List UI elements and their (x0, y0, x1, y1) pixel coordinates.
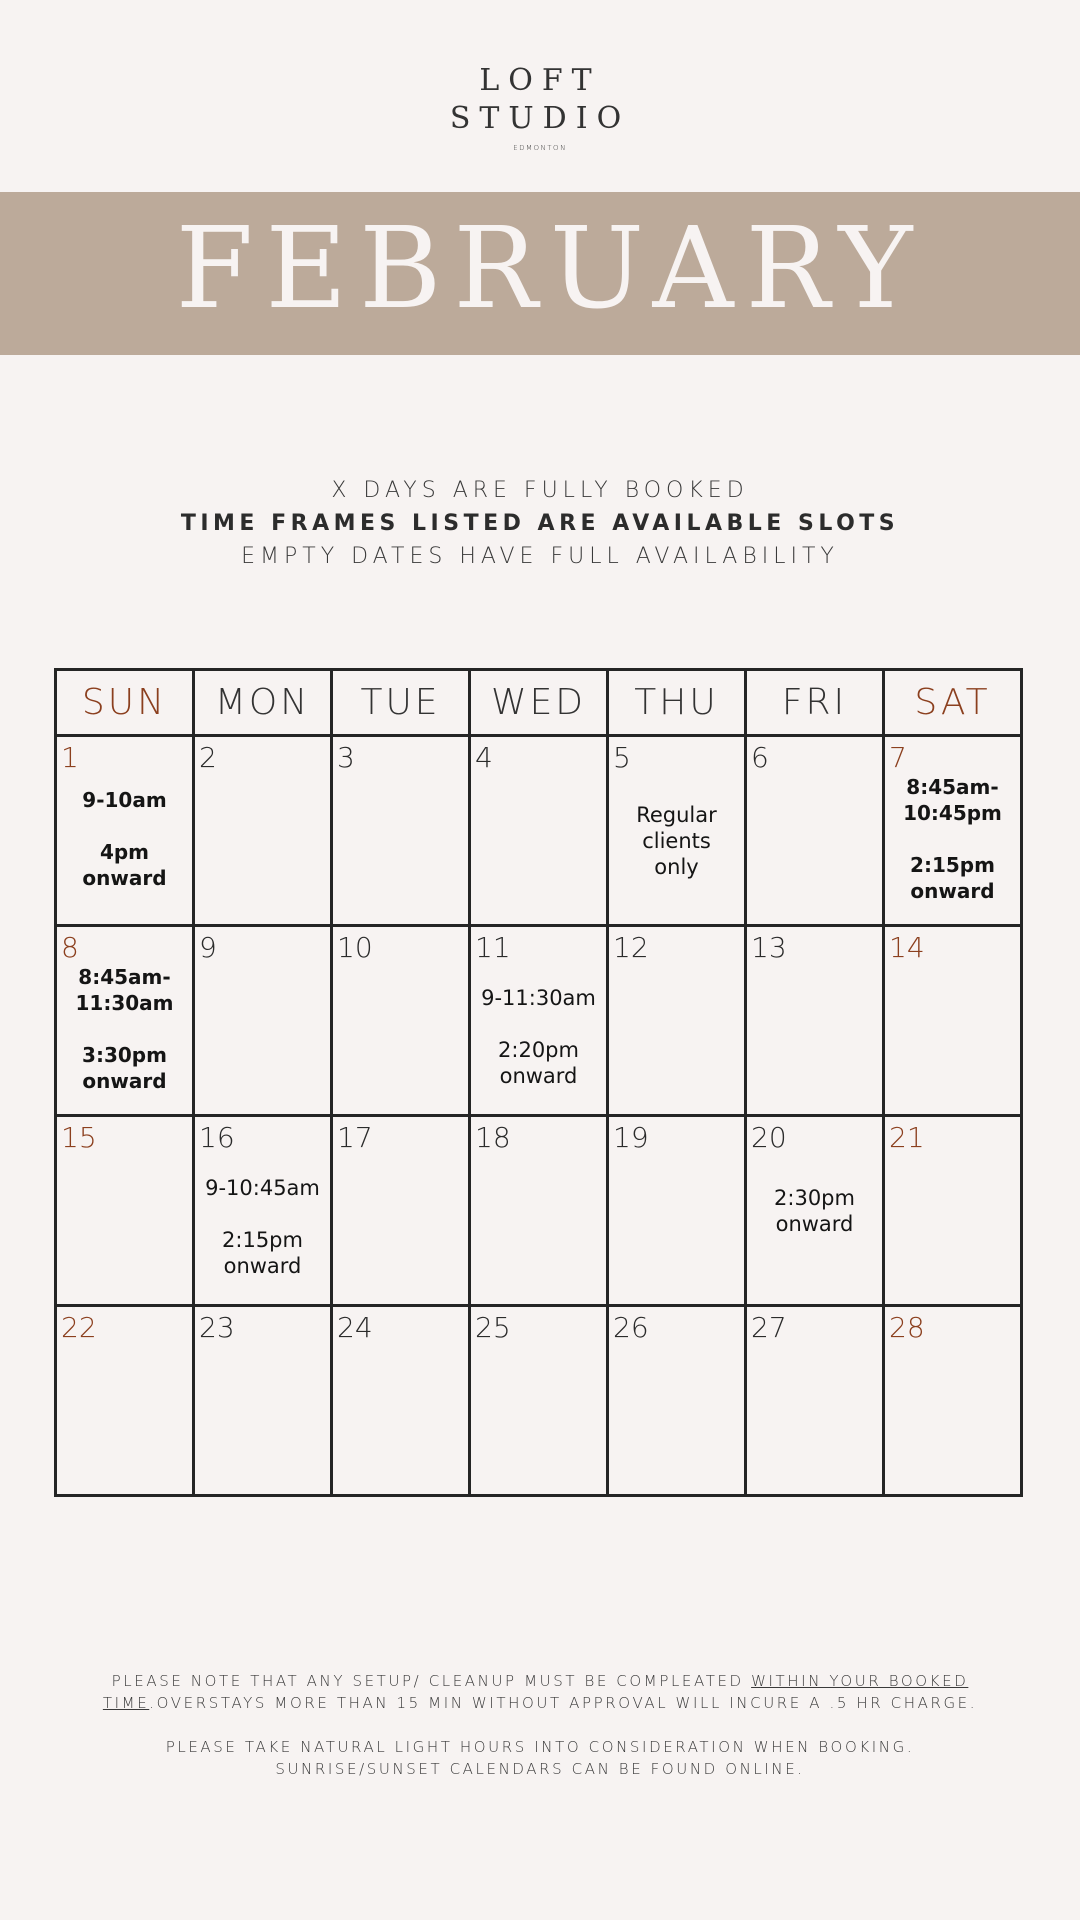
day-number: 28 (889, 1311, 925, 1344)
day-number: 16 (199, 1121, 235, 1154)
slot-text: 2:20pm (498, 1038, 579, 1062)
legend-full-availability: EMPTY DATES HAVE FULL AVAILABILITY (241, 544, 839, 569)
day-cell-4 (470, 736, 608, 926)
day-cell-11 (470, 926, 608, 1116)
footer-text: PLEASE TAKE NATURAL LIGHT HOURS INTO CONSIDERATION WHEN BOOKING. (165, 1738, 915, 1756)
day-cell-18 (470, 1116, 608, 1306)
day-number: 15 (61, 1121, 97, 1154)
weekday-mon: MON (194, 670, 332, 736)
day-cell-9 (194, 926, 332, 1116)
logo-line-loft: LOFT (479, 63, 601, 98)
day-number: 19 (613, 1121, 649, 1154)
note-text: clients (642, 829, 711, 853)
weekday-sat: SAT (884, 670, 1022, 736)
footer-text: PLEASE NOTE THAT ANY SETUP/ CLEANUP MUST BE COMPLEATED (111, 1672, 752, 1690)
day-number: 13 (751, 931, 787, 964)
day-cell-26 (608, 1306, 746, 1496)
day-number: 27 (751, 1311, 787, 1344)
day-cell-13 (746, 926, 884, 1116)
slot-text: onward (82, 866, 167, 890)
day-cell-15 (56, 1116, 194, 1306)
slot-text: 10:45pm (903, 801, 1002, 825)
day-number: 11 (475, 931, 511, 964)
week-row-3 (56, 1116, 1022, 1306)
day-cell-14 (884, 926, 1022, 1116)
note-text: only (654, 855, 699, 879)
day-cell-20 (746, 1116, 884, 1306)
legend-available-slots: TIME FRAMES LISTED ARE AVAILABLE SLOTS (180, 511, 900, 536)
day-number: 6 (751, 741, 769, 774)
calendar-grid (54, 668, 1023, 1497)
slot-text: 3:30pm (82, 1043, 167, 1067)
weekday-thu: THU (608, 670, 746, 736)
weekday-wed: WED (470, 670, 608, 736)
day-number: 24 (337, 1311, 373, 1344)
week-row-2 (56, 926, 1022, 1116)
day-number: 5 (613, 741, 631, 774)
day-cell-10 (332, 926, 470, 1116)
day-number: 21 (889, 1121, 925, 1154)
slot-text: onward (775, 1212, 854, 1236)
day-number: 23 (199, 1311, 235, 1344)
day-cell-19 (608, 1116, 746, 1306)
day-number: 2 (199, 741, 217, 774)
day-number: 22 (61, 1311, 97, 1344)
day-cell-25 (470, 1306, 608, 1496)
day-cell-8 (56, 926, 194, 1116)
day-note (609, 802, 744, 880)
week-row-4 (56, 1306, 1022, 1496)
day-cell-12 (608, 926, 746, 1116)
slot-text: 8:45am- (906, 775, 999, 799)
day-cell-22 (56, 1306, 194, 1496)
day-number: 17 (337, 1121, 373, 1154)
day-cell-5 (608, 736, 746, 926)
footer-text: .OVERSTAYS MORE THAN 15 MIN WITHOUT APPROVAL WILL INCURE A .5 HR CHARGE. (149, 1694, 978, 1712)
day-number: 20 (751, 1121, 787, 1154)
slot-text: 2:30pm (774, 1186, 855, 1210)
slot-text: 9-11:30am (481, 986, 596, 1010)
slot-text: onward (82, 1069, 167, 1093)
day-slots (747, 1185, 882, 1237)
footer-text: SUNRISE/SUNSET CALENDARS CAN BE FOUND ONLINE. (275, 1760, 805, 1778)
footer-overstay-note (0, 1670, 1080, 1714)
slot-text: onward (223, 1254, 302, 1278)
availability-legend (0, 474, 1080, 573)
studio-logo (0, 62, 1080, 152)
slot-text: 9-10:45am (205, 1176, 320, 1200)
weekday-sun: SUN (56, 670, 194, 736)
day-number: 12 (613, 931, 649, 964)
day-cell-3 (332, 736, 470, 926)
slot-text: 2:15pm (910, 853, 995, 877)
day-number: 4 (475, 741, 493, 774)
day-number: 14 (889, 931, 925, 964)
legend-fully-booked: X DAYS ARE FULLY BOOKED (331, 478, 749, 503)
day-cell-23 (194, 1306, 332, 1496)
day-slots (471, 985, 606, 1089)
weekday-tue: TUE (332, 670, 470, 736)
slot-text: 4pm (99, 840, 150, 864)
day-cell-28 (884, 1306, 1022, 1496)
day-number: 26 (613, 1311, 649, 1344)
day-number: 3 (337, 741, 355, 774)
day-slots (885, 774, 1020, 904)
week-row-1 (56, 736, 1022, 926)
day-number: 10 (337, 931, 373, 964)
day-slots (57, 787, 192, 891)
day-number: 9 (199, 931, 217, 964)
day-cell-27 (746, 1306, 884, 1496)
logo-line-city: EDMONTON (513, 144, 567, 152)
footer-notes (0, 1670, 1080, 1780)
footer-light-note (0, 1736, 1080, 1780)
weekday-fri: FRI (746, 670, 884, 736)
weekday-header-row (56, 670, 1022, 736)
footer-underlined-text: TIME (102, 1694, 150, 1712)
day-slots (195, 1175, 330, 1279)
slot-text: onward (499, 1064, 578, 1088)
slot-text: 2:15pm (222, 1228, 303, 1252)
day-cell-6 (746, 736, 884, 926)
slot-text: 11:30am (75, 991, 174, 1015)
day-number: 7 (889, 741, 907, 774)
day-cell-21 (884, 1116, 1022, 1306)
day-cell-17 (332, 1116, 470, 1306)
footer-underlined-text: WITHIN YOUR BOOKED (751, 1672, 969, 1690)
day-slots (57, 964, 192, 1094)
slot-text: onward (910, 879, 995, 903)
day-cell-2 (194, 736, 332, 926)
day-number: 25 (475, 1311, 511, 1344)
day-cell-7 (884, 736, 1022, 926)
day-number: 18 (475, 1121, 511, 1154)
day-cell-1 (56, 736, 194, 926)
slot-text: 9-10am (82, 788, 167, 812)
note-text: Regular (636, 803, 717, 827)
day-number: 8 (61, 931, 79, 964)
month-title: FEBRUARY (175, 204, 925, 334)
logo-line-studio: STUDIO (449, 101, 631, 136)
day-cell-24 (332, 1306, 470, 1496)
slot-text: 8:45am- (78, 965, 171, 989)
day-cell-16 (194, 1116, 332, 1306)
day-number: 1 (61, 741, 79, 774)
